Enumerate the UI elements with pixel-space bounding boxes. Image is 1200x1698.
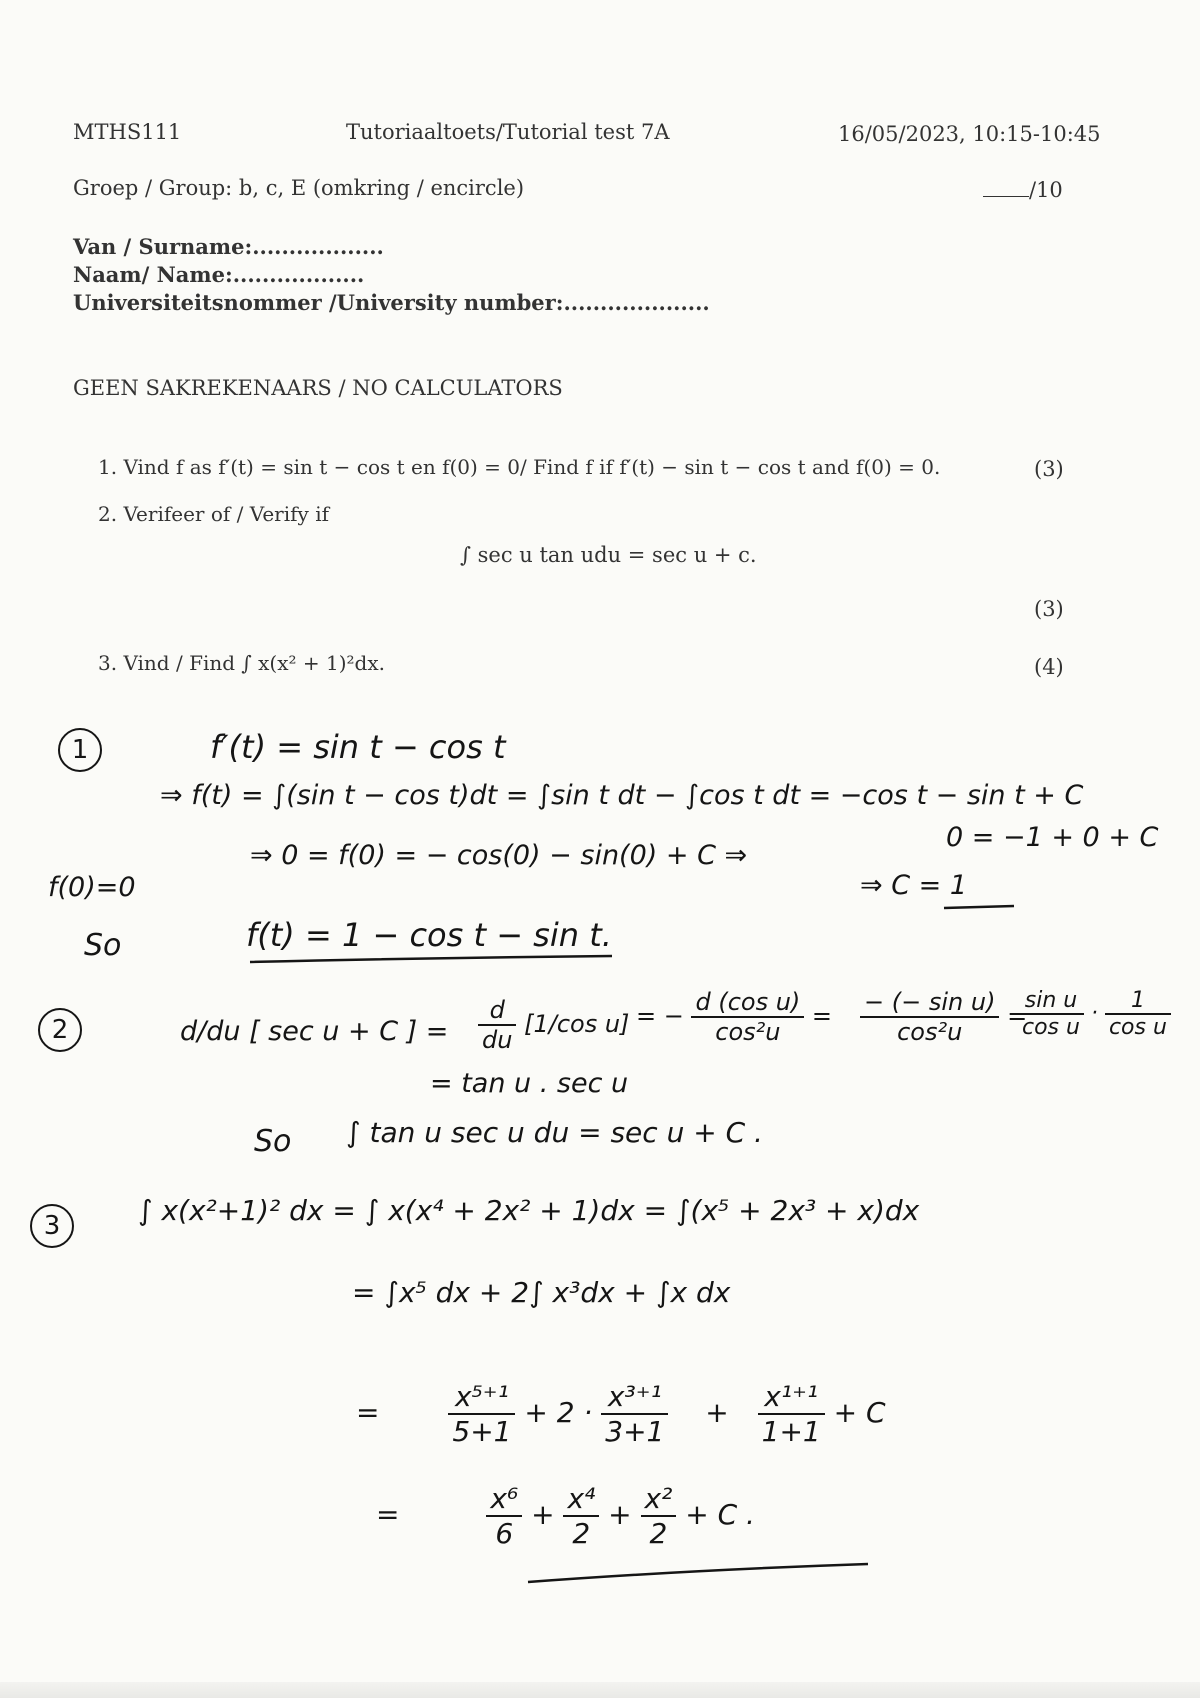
answer-2-step-3: $\frac{\text{− (− sin u)}}{\text{cos²u}}$ = bbox=[860, 988, 1027, 1046]
question-1: 1. Vind f as f′(t) = sin t − cos t en f(0) = 0/ Find f if f′(t) − sin t − cos t and f(0) = 0. bbox=[98, 455, 941, 479]
answer-3-result: = $\frac{\text{x⁶}}{6}$ + $\frac{\text{x⁴}}{2}$ + $\frac{\text{x²}}{2}$ + C . bbox=[376, 1482, 755, 1550]
answer-1-constant: ⇒ C = 1 bbox=[860, 870, 968, 901]
answer-1-condition: f(0)=0 bbox=[48, 872, 136, 903]
answer-1-line-3: ⇒ 0 = f(0) = − cos(0) − sin(0) + C ⇒ bbox=[250, 840, 748, 871]
answer-1-line-3b: 0 = −1 + 0 + C bbox=[946, 822, 1159, 853]
answer-3-underline bbox=[528, 1564, 868, 1582]
question-1-marks: (3) bbox=[1034, 457, 1064, 481]
answer-1-underline bbox=[250, 956, 612, 962]
answer-3-line-3: = $\frac{\text{x⁵⁺¹}}{5+1}$ + 2 · $\frac{\text{x³⁺¹}}{3+1}$ + $\frac{\text{x¹⁺¹}}{1+1}$ + C bbox=[356, 1380, 886, 1448]
university-number-field: Universiteitsnommer /University number:.................... bbox=[73, 290, 710, 315]
question-2: 2. Verifeer of / Verify if bbox=[98, 502, 329, 526]
answer-3-line-1: ∫ x(x²+1)² dx = ∫ x(x⁴ + 2x² + 1)dx = ∫(x⁵ + 2x³ + x)dx bbox=[138, 1194, 920, 1227]
answer-2-step-4: $\frac{\text{sin u}}{\text{cos u}}$ · $\frac{1}{\text{cos u}}$ bbox=[1018, 988, 1171, 1040]
date-time: 16/05/2023, 10:15-10:45 bbox=[838, 122, 1101, 146]
answer-2-so: So bbox=[254, 1124, 292, 1159]
question-3: 3. Vind / Find ∫ x(x² + 1)²dx. bbox=[98, 651, 385, 675]
course-code: MTHS111 bbox=[73, 120, 182, 144]
answer-1-so: So bbox=[84, 928, 122, 963]
question-2-formula: ∫ sec u tan udu = sec u + c. bbox=[460, 543, 757, 567]
scan-edge bbox=[0, 1682, 1200, 1698]
answer-3-line-2: = ∫x⁵ dx + 2∫ x³dx + ∫x dx bbox=[352, 1276, 731, 1309]
calculator-notice: GEEN SAKREKENAARS / NO CALCULATORS bbox=[73, 376, 563, 400]
answer-1-line-2: ⇒ f(t) = ∫(sin t − cos t)dt = ∫sin t dt − ∫cos t dt = −cos t − sin t + C bbox=[160, 780, 1084, 811]
name-field: Naam/ Name:.................. bbox=[73, 262, 365, 287]
answer-1-line-1: f′(t) = sin t − cos t bbox=[210, 728, 506, 766]
group-line: Groep / Group: b, c, E (omkring / encircle) bbox=[73, 176, 525, 200]
marks-total: /10 bbox=[983, 178, 1063, 202]
test-title: Tutoriaaltoets/Tutorial test 7A bbox=[346, 120, 670, 144]
answer-3-number: 3 bbox=[30, 1204, 74, 1248]
answer-1-result: f(t) = 1 − cos t − sin t. bbox=[246, 916, 612, 954]
answer-2-number: 2 bbox=[38, 1008, 82, 1052]
answer-2-line-2: = tan u . sec u bbox=[430, 1068, 629, 1099]
answer-2-step-1: $\frac{d}{du}$ [1/cos u] bbox=[478, 996, 629, 1054]
answer-2-conclusion: ∫ tan u sec u du = sec u + C . bbox=[346, 1116, 763, 1149]
question-2-marks: (3) bbox=[1034, 597, 1064, 621]
answer-1-number: 1 bbox=[58, 728, 102, 772]
answer-2-lhs: d/du [ sec u + C ] = bbox=[180, 1016, 449, 1047]
question-3-marks: (4) bbox=[1034, 655, 1064, 679]
answer-1-constant-underline bbox=[944, 906, 1014, 908]
surname-field: Van / Surname:.................. bbox=[73, 234, 384, 259]
answer-2-step-2: = − $\frac{\text{d (cos u)}}{\text{cos²u}}$ = bbox=[636, 988, 833, 1046]
